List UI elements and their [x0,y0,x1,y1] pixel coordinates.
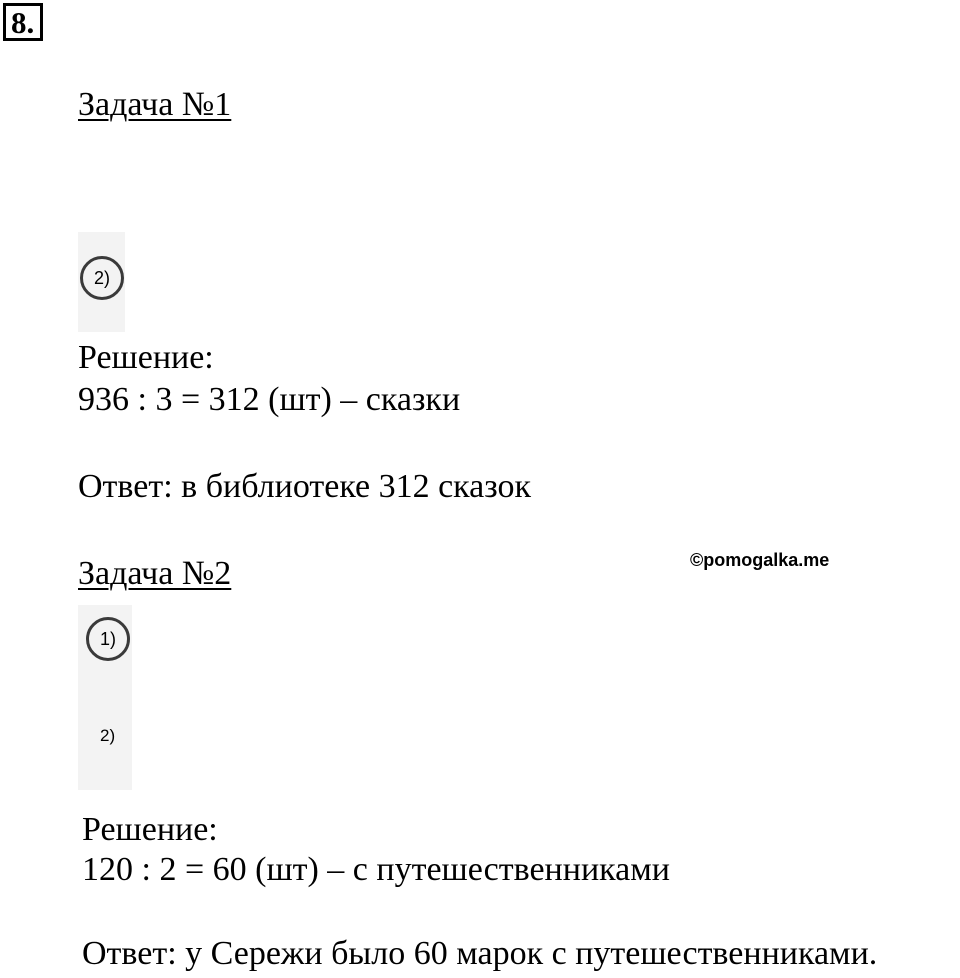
task2-equation: 120 : 2 = 60 (шт) – с путешественниками [82,851,670,888]
task1-solution-label: Решение: [78,339,214,376]
exercise-number: 8. [3,3,43,41]
task1-heading: Задача №1 [78,86,232,123]
task1-step-marker: 2) [80,256,124,300]
task1-equation: 936 : 3 = 312 (шт) – сказки [78,381,461,418]
task1-step-circle-clip [78,254,126,302]
watermark: ©pomogalka.me [690,550,830,570]
task2-heading: Задача №2 [78,555,232,592]
task2-solution-label: Решение: [82,811,218,848]
task1-answer: Ответ: в библиотеке 312 сказок [78,468,532,505]
task2-step-marker-1: 1) [86,617,130,661]
task2-answer: Ответ: у Сережи было 60 марок с путешественниками. [82,935,878,972]
task2-step-marker-2: 2) [100,726,116,745]
